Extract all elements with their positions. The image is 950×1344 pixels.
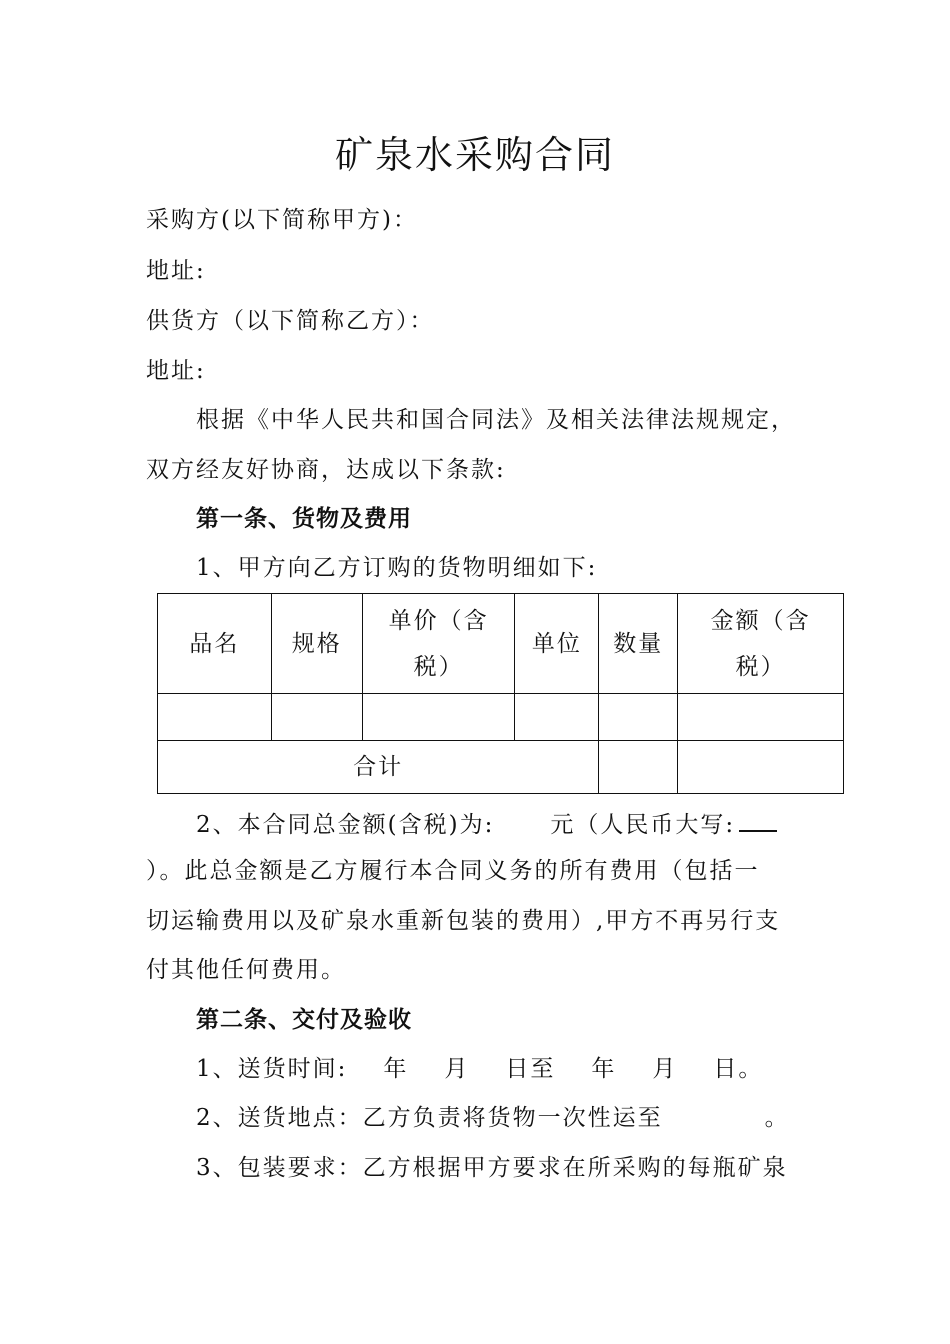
article-1-item-1: 1、甲方向乙方订购的货物明细如下: xyxy=(196,555,598,581)
article-1-item-2-line-3: 切运输费用以及矿泉水重新包装的费用）,甲方不再另行支 xyxy=(146,908,781,934)
total-quantity-cell[interactable] xyxy=(599,741,678,794)
table-cell[interactable] xyxy=(362,694,515,741)
party-b-line: 供货方（以下简称乙方）： xyxy=(146,308,435,334)
goods-table xyxy=(157,593,844,794)
article-2-heading: 第二条、交付及验收 xyxy=(196,1007,412,1033)
table-cell[interactable] xyxy=(158,694,272,741)
party-b-address: 地址: xyxy=(146,358,206,384)
packaging-line: 3、包装要求：乙方根据甲方要求在所采购的每瓶矿泉 xyxy=(196,1155,788,1181)
amount-in-words-blank[interactable] xyxy=(739,806,777,832)
party-a-line: 采购方(以下简称甲方)： xyxy=(146,207,418,233)
header-cell-unit-price: 单价（含 税） xyxy=(362,594,515,694)
header-cell-amount: 金额（含 税） xyxy=(678,594,844,694)
total-label-cell: 合计 xyxy=(158,741,599,794)
preamble-line-2: 双方经友好协商，达成以下条款: xyxy=(146,457,506,483)
header-cell-unit: 单位 xyxy=(515,594,599,694)
table-row xyxy=(158,694,844,741)
header-cell-spec: 规格 xyxy=(271,594,362,694)
article-1-item-2-line-2: ）。此总金额是乙方履行本合同义务的所有费用（包括一 xyxy=(146,858,760,884)
table-total-row xyxy=(158,741,844,794)
table-cell[interactable] xyxy=(599,694,678,741)
delivery-time-line: 1、送货时间: 年 月 日至 年 月 日。 xyxy=(196,1056,764,1082)
document-title: 矿泉水采购合同 xyxy=(334,133,615,177)
article-1-heading: 第一条、货物及费用 xyxy=(196,506,412,532)
header-cell-quantity: 数量 xyxy=(599,594,678,694)
party-a-address: 地址: xyxy=(146,258,206,284)
table-cell[interactable] xyxy=(678,694,844,741)
table-cell[interactable] xyxy=(271,694,362,741)
goods-table-header-row xyxy=(158,594,844,694)
total-amount-cell[interactable] xyxy=(678,741,844,794)
header-cell-name: 品名 xyxy=(158,594,272,694)
delivery-place-line: 2、送货地点：乙方负责将货物一次性运至 。 xyxy=(196,1105,790,1131)
article-1-item-2-line-1: 2、本合同总金额(含税)为: 元（人民币大写: xyxy=(196,806,777,840)
article-1-item-2-line-4: 付其他任何费用。 xyxy=(146,957,346,983)
preamble-line-1: 根据《中华人民共和国合同法》及相关法律法规规定， xyxy=(196,407,796,433)
table-cell[interactable] xyxy=(515,694,599,741)
